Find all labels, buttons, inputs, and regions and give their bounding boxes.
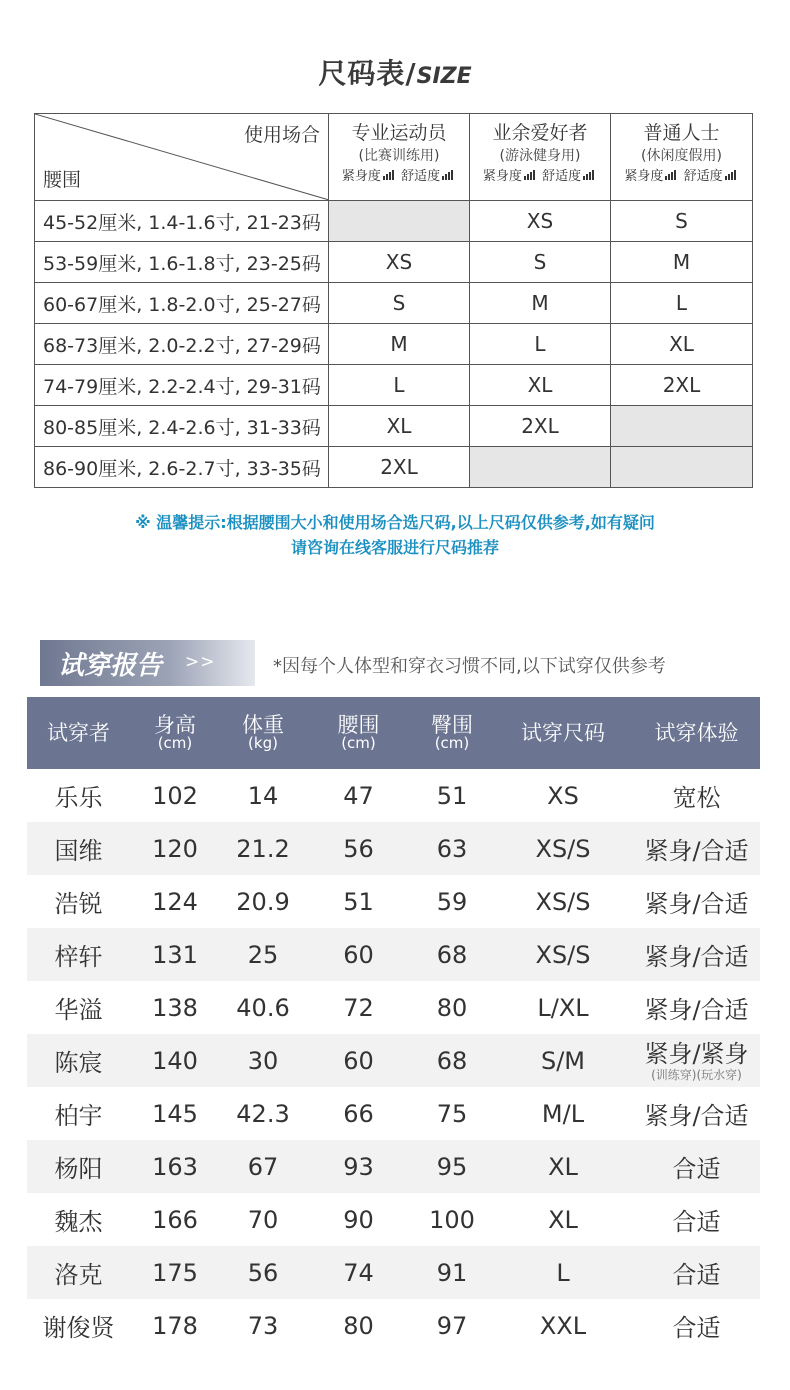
trial-cell-hip: 68 [411,928,493,981]
trial-row [27,875,760,928]
size-cell: S [470,242,611,283]
trial-cell-size: L [493,1246,633,1299]
size-row [35,365,753,406]
trial-cell-weight: 40.6 [236,993,290,1022]
size-cell: 2XL [470,406,611,447]
trial-cell-waist: 72 [343,993,374,1022]
trial-cell-size: XL [548,1205,578,1234]
column-sub: (比赛训练用) [358,147,440,164]
size-cell: S [611,201,753,242]
trial-cell-name: 魏杰 [54,1208,103,1236]
trial-cell-waist: 80 [343,1311,374,1340]
size-row [35,406,753,447]
trial-cell-height: 131 [130,928,220,981]
trial-header-cell: 臀围 (cm) [411,697,493,769]
trial-cell-name: 乐乐 [54,784,103,812]
trial-row [27,1299,760,1352]
trial-row [27,1087,760,1140]
trial-cell-fit: 合适 [672,1314,721,1342]
signal-bars-icon [665,169,677,185]
trial-cell-hip: 51 [436,781,468,810]
size-row [35,283,753,324]
column-casual [611,114,753,201]
column-name: 普通人士 [643,122,720,144]
signal-bars-icon [442,169,454,185]
size-row [35,201,753,242]
size-chart-title [0,52,790,92]
column-sub: (休闲度假用) [641,147,722,164]
size-cell: XL [470,365,611,406]
trial-cell-height: 175 [130,1246,220,1299]
trial-cell-name: 陈宸 [27,1034,130,1087]
trial-cell-height: 138 [152,993,198,1022]
trial-cell-size: XL [493,1140,633,1193]
trial-cell-size: L/XL [537,993,589,1022]
trial-cell-size: XS/S [535,887,591,916]
trial-cell-weight: 73 [247,1311,279,1340]
trial-row [27,769,760,822]
trial-cell-waist: 60 [306,1034,411,1087]
waist-range: 60-67厘米, 1.8-2.0寸, 25-27码 [35,283,329,324]
trial-cell-name: 柏宇 [54,1102,103,1130]
size-cell: XS [470,201,611,242]
size-cell: XL [329,406,470,447]
column-pro-athlete [329,114,470,201]
trial-cell-weight: 25 [220,928,306,981]
trial-cell-waist: 66 [343,1099,374,1128]
trial-cell-fit: 宽松 [672,784,721,812]
trial-cell-size: S/M [493,1034,633,1087]
trial-cell-hip: 80 [436,993,468,1022]
tightness-comfort-legend: 紧身度 舒适度 [329,169,469,185]
size-cell: XL [611,324,753,365]
signal-bars-icon [383,169,395,185]
trial-cell-fit: 紧身/紧身 (训练穿)(玩水穿) [633,1034,760,1087]
waist-range: 45-52厘米, 1.4-1.6寸, 21-23码 [35,201,329,242]
trial-cell-name: 华溢 [54,996,103,1024]
size-table-corner [35,114,329,201]
trial-cell-hip: 68 [411,1034,493,1087]
trial-cell-size: M/L [541,1099,585,1128]
trial-cell-weight: 14 [247,781,279,810]
trial-cell-weight: 20.9 [236,887,290,916]
size-cell: M [329,324,470,365]
trial-cell-height: 140 [130,1034,220,1087]
trial-header-cell: 试穿体验 [633,697,760,769]
trial-cell-size: XS [547,781,579,810]
trial-cell-height: 120 [130,822,220,875]
trial-cell-height: 124 [152,887,198,916]
trial-cell-weight: 67 [220,1140,306,1193]
trial-table-header [27,697,760,769]
trial-cell-weight: 42.3 [236,1099,290,1128]
trial-cell-height: 163 [130,1140,220,1193]
trial-cell-waist: 60 [306,928,411,981]
signal-bars-icon [583,169,595,185]
size-title-cn: 尺码表/ [318,57,417,90]
trial-cell-height: 166 [152,1205,198,1234]
trial-header-cell: 试穿者 [27,697,130,769]
size-row [35,242,753,283]
size-cell [611,406,753,447]
trial-cell-fit: 紧身/合适 [644,996,749,1024]
size-tip [0,510,790,560]
usage-label: 使用场合 [243,124,320,146]
trial-cell-weight: 21.2 [220,822,306,875]
trial-header-cell: 身高 (cm) [130,697,220,769]
trial-row [27,1246,760,1299]
column-name: 专业运动员 [351,122,447,144]
trial-report-title: 试穿报告 [58,651,163,681]
size-table-header [35,114,753,201]
trial-cell-weight: 70 [247,1205,279,1234]
size-table [34,113,753,488]
trial-cell-hip: 97 [436,1311,468,1340]
trial-cell-waist: 74 [306,1246,411,1299]
trial-cell-weight: 56 [220,1246,306,1299]
tightness-comfort-legend: 紧身度 舒适度 [470,169,610,185]
size-cell: 2XL [329,447,470,488]
trial-cell-fit: 合适 [672,1208,721,1236]
size-cell [329,201,470,242]
trial-cell-height: 178 [152,1311,198,1340]
trial-cell-hip: 91 [411,1246,493,1299]
trial-cell-hip: 59 [436,887,468,916]
waist-label: 腰围 [43,169,82,191]
trial-cell-hip: 95 [411,1140,493,1193]
double-chevron-icon: >> [185,652,216,672]
trial-row [27,1140,760,1193]
signal-bars-icon [524,169,536,185]
size-cell: L [611,283,753,324]
trial-cell-height: 145 [152,1099,198,1128]
signal-bars-icon [725,169,737,185]
trial-cell-name: 梓轩 [27,928,130,981]
trial-row [27,1034,760,1087]
trial-cell-fit: 合适 [633,1140,760,1193]
trial-cell-fit: 合适 [633,1246,760,1299]
size-cell: 2XL [611,365,753,406]
trial-cell-size: XS/S [493,822,633,875]
trial-cell-name: 浩锐 [54,890,103,918]
waist-range: 74-79厘米, 2.2-2.4寸, 29-31码 [35,365,329,406]
size-cell: S [329,283,470,324]
fit-note: (训练穿)(玩水穿) [651,1067,742,1082]
trial-note: *因每个人体型和穿衣习惯不同,以下试穿仅供参考 [273,656,666,677]
size-cell: L [470,324,611,365]
trial-cell-fit: 紧身/合适 [644,1102,749,1130]
trial-cell-size: XS/S [493,928,633,981]
trial-cell-fit: 紧身/合适 [644,890,749,918]
column-amateur [470,114,611,201]
size-cell: L [329,365,470,406]
size-cell [470,447,611,488]
trial-row [27,928,760,981]
tightness-comfort-legend: 紧身度 舒适度 [611,169,752,185]
trial-cell-waist: 56 [306,822,411,875]
trial-cell-fit: 紧身/合适 [633,822,760,875]
waist-range: 86-90厘米, 2.6-2.7寸, 33-35码 [35,447,329,488]
trial-table [27,697,760,1352]
trial-header-cell: 试穿尺码 [493,697,633,769]
trial-header-cell: 腰围 (cm) [306,697,411,769]
trial-cell-waist: 90 [343,1205,374,1234]
trial-cell-height: 102 [152,781,198,810]
trial-cell-hip: 63 [411,822,493,875]
column-sub: (游泳健身用) [499,147,581,164]
trial-row [27,1193,760,1246]
waist-range: 80-85厘米, 2.4-2.6寸, 31-33码 [35,406,329,447]
trial-cell-name: 国维 [27,822,130,875]
tip-line-2: 请咨询在线客服进行尺码推荐 [290,538,499,557]
size-cell: M [611,242,753,283]
size-cell [611,447,753,488]
tip-line-1: ※ 温馨提示:根据腰围大小和使用场合选尺码,以上尺码仅供参考,如有疑问 [135,513,655,532]
trial-cell-fit: 紧身/合适 [633,928,760,981]
trial-cell-waist: 51 [343,887,374,916]
trial-row [27,822,760,875]
trial-cell-name: 杨阳 [27,1140,130,1193]
trial-row [27,981,760,1034]
size-cell: M [470,283,611,324]
trial-cell-weight: 30 [220,1034,306,1087]
trial-cell-hip: 100 [429,1205,475,1234]
column-name: 业余爱好者 [492,122,588,144]
size-row [35,447,753,488]
trial-cell-name: 洛克 [27,1246,130,1299]
trial-cell-waist: 47 [343,781,374,810]
trial-cell-hip: 75 [436,1099,468,1128]
size-cell: XS [329,242,470,283]
trial-cell-waist: 93 [306,1140,411,1193]
waist-range: 68-73厘米, 2.0-2.2寸, 27-29码 [35,324,329,365]
trial-report-banner [40,640,260,686]
trial-header-cell: 体重 (kg) [220,697,306,769]
trial-cell-name: 谢俊贤 [42,1314,115,1342]
size-title-en: SIZE [416,64,472,89]
waist-range: 53-59厘米, 1.6-1.8寸, 23-25码 [35,242,329,283]
trial-cell-size: XXL [539,1311,587,1340]
size-row [35,324,753,365]
